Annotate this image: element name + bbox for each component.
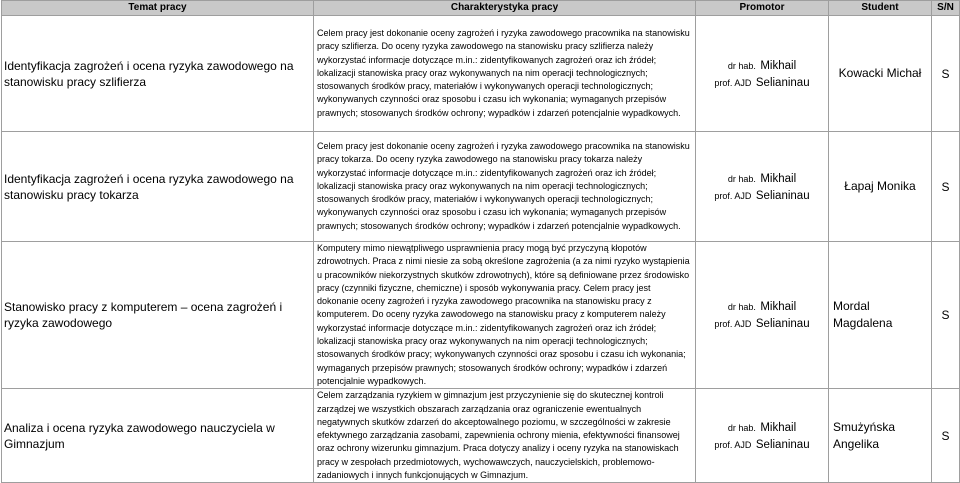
promotor-first-name: Mikhail xyxy=(760,59,797,72)
header-row xyxy=(2,1,960,16)
description-cell: Celem pracy jest dokonanie oceny zagrożeń i ryzyka zawodowego pracownika na stanowisku pracy szlifierza. Do oceny ryzyka zawodowego na stanowisku pracy szlifierza należy wykorzystać informacje dotyczące m.in.: zidentyfikowanych zagrożeń oraz ich źródeł; lokalizacji stanowiska pracy oraz wykonywanych na nim operacji technologicznych; stosowanych środków pracy, materiałów i wykonywanych operacji technologicznych; wykonywanych czynności oraz sposobu i czasu ich wykonania; wymaganych przepisów prawnych; stosowanych środków ochrony; wypadków i zdarzeń potencjalnie wypadkowych. xyxy=(314,16,696,132)
promotor-title: prof. AJD xyxy=(714,190,752,201)
topic-cell: Analiza i ocena ryzyka zawodowego nauczyciela w Gimnazjum xyxy=(2,389,314,483)
student-cell: Mordal Magdalena xyxy=(829,242,932,389)
promotor-degree: dr hab. xyxy=(727,173,756,184)
promotor-last-name: Selianinau xyxy=(755,189,810,202)
promotor-title: prof. AJD xyxy=(714,77,752,88)
promotor-title: prof. AJD xyxy=(714,439,752,450)
topic-cell: Identyfikacja zagrożeń i ocena ryzyka zawodowego na stanowisku pracy tokarza xyxy=(2,132,314,242)
promotor-last-name: Selianinau xyxy=(755,438,810,451)
topic-cell: Stanowisko pracy z komputerem – ocena zagrożeń i ryzyka zawodowego xyxy=(2,242,314,389)
promotor-cell xyxy=(696,242,829,389)
table-row xyxy=(2,389,960,483)
promotor-last-name: Selianinau xyxy=(755,318,810,331)
table-row xyxy=(2,132,960,242)
sn-cell: S xyxy=(932,242,960,389)
sn-cell: S xyxy=(932,389,960,483)
promotor-cell xyxy=(696,389,829,483)
table-row xyxy=(2,16,960,132)
description-cell: Celem pracy jest dokonanie oceny zagrożeń i ryzyka zawodowego pracownika na stanowisku pracy tokarza. Do oceny ryzyka zawodowego na stanowisku pracy tokarza należy wykorzystać informacje dotyczące m.in.: zidentyfikowanych zagrożeń oraz ich źródeł; lokalizacji stanowiska pracy oraz wykonywanych na nim operacji technologicznych; stosowanych środków pracy, materiałów i wykonywanych operacji technologicznych; wykonywanych czynności oraz sposobu i czasu ich wykonania; wymaganych przepisów prawnych; stosowanych środków ochrony; wypadków i zdarzeń potencjalnie wypadkowych. xyxy=(314,132,696,242)
promotor-degree: dr hab. xyxy=(727,422,756,433)
header-topic: Temat pracy xyxy=(2,1,314,16)
promotor-first-name: Mikhail xyxy=(760,421,797,434)
promotor-degree: dr hab. xyxy=(727,302,756,313)
header-promotor: Promotor xyxy=(696,1,829,16)
header-characteristics: Charakterystyka pracy xyxy=(314,1,696,16)
student-cell: Kowacki Michał xyxy=(829,16,932,132)
header-sn: S/N xyxy=(932,1,960,16)
header-student: Student xyxy=(829,1,932,16)
promotor-first-name: Mikhail xyxy=(760,301,797,314)
description-cell: Komputery mimo niewątpliwego usprawnienia pracy mogą być przyczyną kłopotów zdrowotnych. Praca z nimi niesie za sobą określone zagrożenia (a za nimi ryzyko wystąpienia u pracowników niekorzystnych skutków zdrowotnych), które są definiowane przez środowisko pracy (czynniki fizyczne, chemiczne) i sposób wykonywania pracy. Celem pracy jest dokonanie oceny zagrożeń i ryzyka zawodowego pracownika na stanowisku pracy z komputerem. Do oceny ryzyka zawodowego na stanowisku pracy z komputerem należy wykorzystać informacje dotyczące m.in.: zidentyfikowanych zagrożeń oraz ich źródeł; lokalizacji stanowiska pracy oraz wykonywanych na nim operacji technologicznych; stosowanych środków pracy; wykonywanych czynności oraz sposobu i czasu ich wykonania; wymaganych przepisów prawnych; stosowanych środków ochrony; wypadków i zdarzeń potencjalnie wypadkowych. xyxy=(314,242,696,389)
promotor-first-name: Mikhail xyxy=(760,172,797,185)
table-row xyxy=(2,242,960,389)
description-cell: Celem zarządzania ryzykiem w gimnazjum jest przyczynienie się do skutecznej kontroli zarządzej we wszystkich obszarach zarządzania oraz ograniczenie ewentualnych negatywnych skutków zdarzeń do akceptowalnego poziomu, w szczególności w zakresie efektywnego zarządzania zasobami, zapewnienia ochrony mienia, efektywności finansowej oraz ochrony wizerunku gimnazjum. Praca dotyczy analizy i oceny ryzyka na stanowiskach pracy w zespołach przedmiotowych, wychowawczych, nauczycielskich, problemowo-zadaniowych i innych funkcjonujących w Gimnazjum. xyxy=(314,389,696,483)
topic-cell: Identyfikacja zagrożeń i ocena ryzyka zawodowego na stanowisku pracy szlifierza xyxy=(2,16,314,132)
student-cell: Łapaj Monika xyxy=(829,132,932,242)
promotor-last-name: Selianinau xyxy=(755,76,810,89)
thesis-topics-table xyxy=(1,0,960,483)
promotor-cell xyxy=(696,132,829,242)
sn-cell: S xyxy=(932,132,960,242)
promotor-cell xyxy=(696,16,829,132)
sn-cell: S xyxy=(932,16,960,132)
promotor-degree: dr hab. xyxy=(727,60,756,71)
student-cell: Smużyńska Angelika xyxy=(829,389,932,483)
promotor-title: prof. AJD xyxy=(714,319,752,330)
